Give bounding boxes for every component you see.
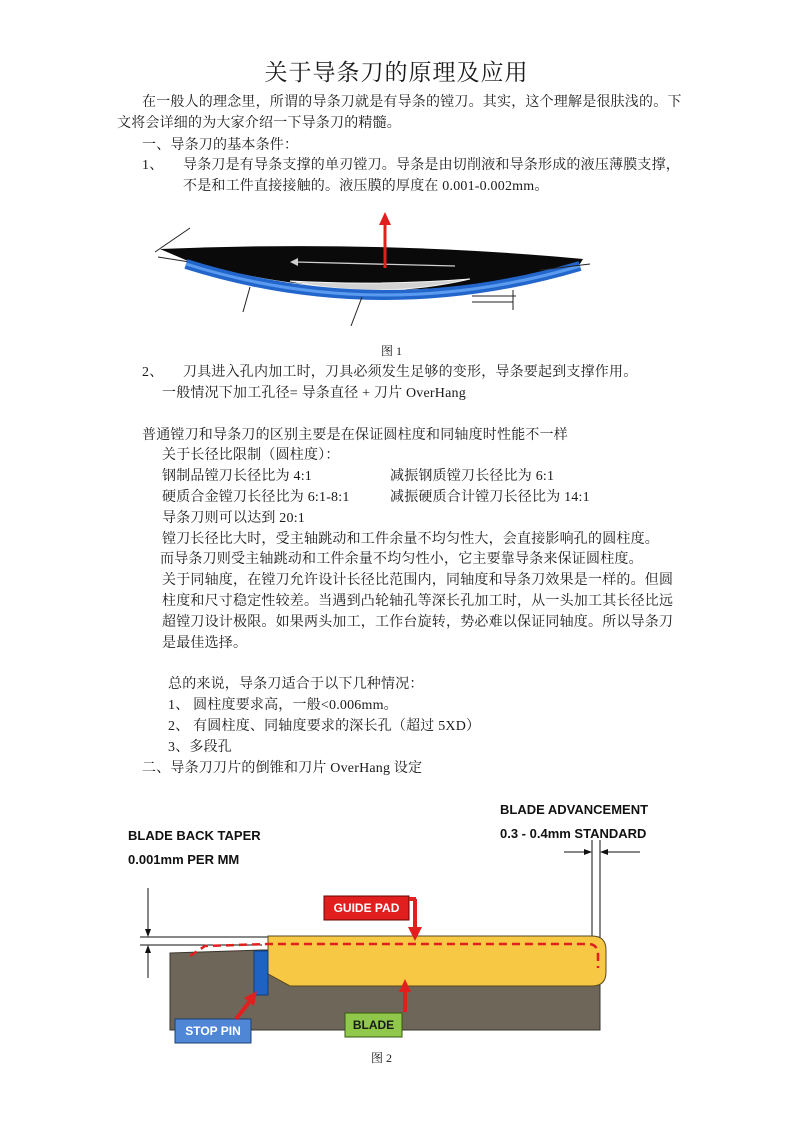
paragraph-line: 关于同轴度，在镗刀允许设计长径比范围内，同轴度和导条刀效果是一样的。但圆 — [162, 573, 674, 588]
stop-pin-callout-label: STOP PIN — [185, 1024, 241, 1038]
summary-item: 1、 圆柱度要求高，一般<0.006mm。 — [168, 698, 398, 713]
stop-pin — [254, 951, 268, 995]
intro-line-1: 在一般人的理念里，所谓的导条刀就是有导条的镗刀。其实，这个理解是很肤浅的。下 — [142, 95, 682, 110]
figure-2-caption: 图 2 — [371, 1051, 393, 1065]
advancement-arrowhead — [584, 849, 592, 855]
guide-pad-callout-label: GUIDE PAD — [333, 901, 400, 915]
ratio-steel: 钢制品镗刀长径比为 4:1 — [162, 469, 312, 484]
ratio-damped-steel: 减振钢质镗刀长径比为 6:1 — [390, 469, 555, 484]
summary-item: 3、多段孔 — [168, 740, 232, 755]
ratio-damped-carbide: 减振硬质合计镗刀长径比为 14:1 — [390, 490, 590, 505]
intro-line-2: 文将会详细的为大家介绍一下导条刀的精髓。 — [117, 116, 401, 131]
item1-line-1: 导条刀是有导条支撑的单刃镗刀。导条是由切削液和导条形成的液压薄膜支撑， — [183, 158, 680, 173]
item2-number: 2、 — [142, 365, 164, 380]
paragraph-line: 超镗刀设计极限。如果两头加工，工作台旋转，势必难以保证同轴度。所以导条刀 — [162, 615, 674, 630]
blade-advancement-label: BLADE ADVANCEMENT — [500, 802, 649, 817]
comparison-heading: 普通镗刀和导条刀的区别主要是在保证圆柱度和同轴度时性能不一样 — [142, 428, 568, 443]
section1-heading: 一、导条刀的基本条件： — [142, 138, 299, 153]
paragraph-line: 而导条刀则受主轴跳动和工件余量不均匀性小，它主要靠导条来保证圆柱度。 — [160, 552, 643, 567]
ratio-heading: 关于长径比限制（圆柱度）： — [162, 448, 340, 463]
ratio-carbide: 硬质合金镗刀长径比为 6:1-8:1 — [162, 490, 350, 505]
summary-item: 2、 有圆柱度、同轴度要求的深长孔（超过 5XD） — [168, 719, 481, 734]
summary-heading: 总的来说，导条刀适合于以下几种情况： — [168, 677, 424, 692]
paragraph-line: 柱度和尺寸稳定性较差。当遇到凸轮轴孔等深长孔加工时，从一头加工其长径比远 — [162, 594, 674, 609]
leader-line — [351, 297, 362, 326]
paragraph-line: 镗刀长径比大时，受主轴跳动和工件余量不均匀性大，会直接影响孔的圆柱度。 — [162, 532, 659, 547]
page-title: 关于导条刀的原理及应用 — [264, 60, 529, 85]
taper-arrowhead — [145, 929, 151, 937]
item1-number: 1、 — [142, 158, 164, 173]
figure-1-caption: 图 1 — [381, 344, 403, 358]
figure-2-diagram — [120, 795, 670, 1050]
ratio-guide-pad-tool: 导条刀则可以达到 20:1 — [162, 511, 305, 526]
item1-line-2: 不是和工件直接接触的。液压膜的厚度在 0.001-0.002mm。 — [183, 179, 549, 194]
blade-callout-label: BLADE — [352, 1018, 395, 1032]
item2-line-1: 刀具进入孔内加工时，刀具必须发生足够的变形，导条要起到支撑作用。 — [183, 365, 638, 380]
figure-1-diagram — [145, 205, 600, 333]
back-taper-label: BLADE BACK TAPER — [128, 828, 261, 843]
hole-diameter-formula: 一般情况下加工孔径= 导条直径 + 刀片 OverHang — [162, 386, 466, 401]
paragraph-line: 是最佳选择。 — [162, 636, 248, 651]
support-force-arrowhead — [379, 212, 391, 225]
blade-advancement-value: 0.3 - 0.4mm STANDARD — [500, 826, 647, 841]
taper-arrowhead — [145, 945, 151, 953]
section2-heading: 二、导条刀刀片的倒锥和刀片 OverHang 设定 — [142, 761, 423, 776]
advancement-arrowhead — [600, 849, 608, 855]
back-taper-value: 0.001mm PER MM — [128, 852, 240, 867]
leader-line — [243, 287, 250, 312]
